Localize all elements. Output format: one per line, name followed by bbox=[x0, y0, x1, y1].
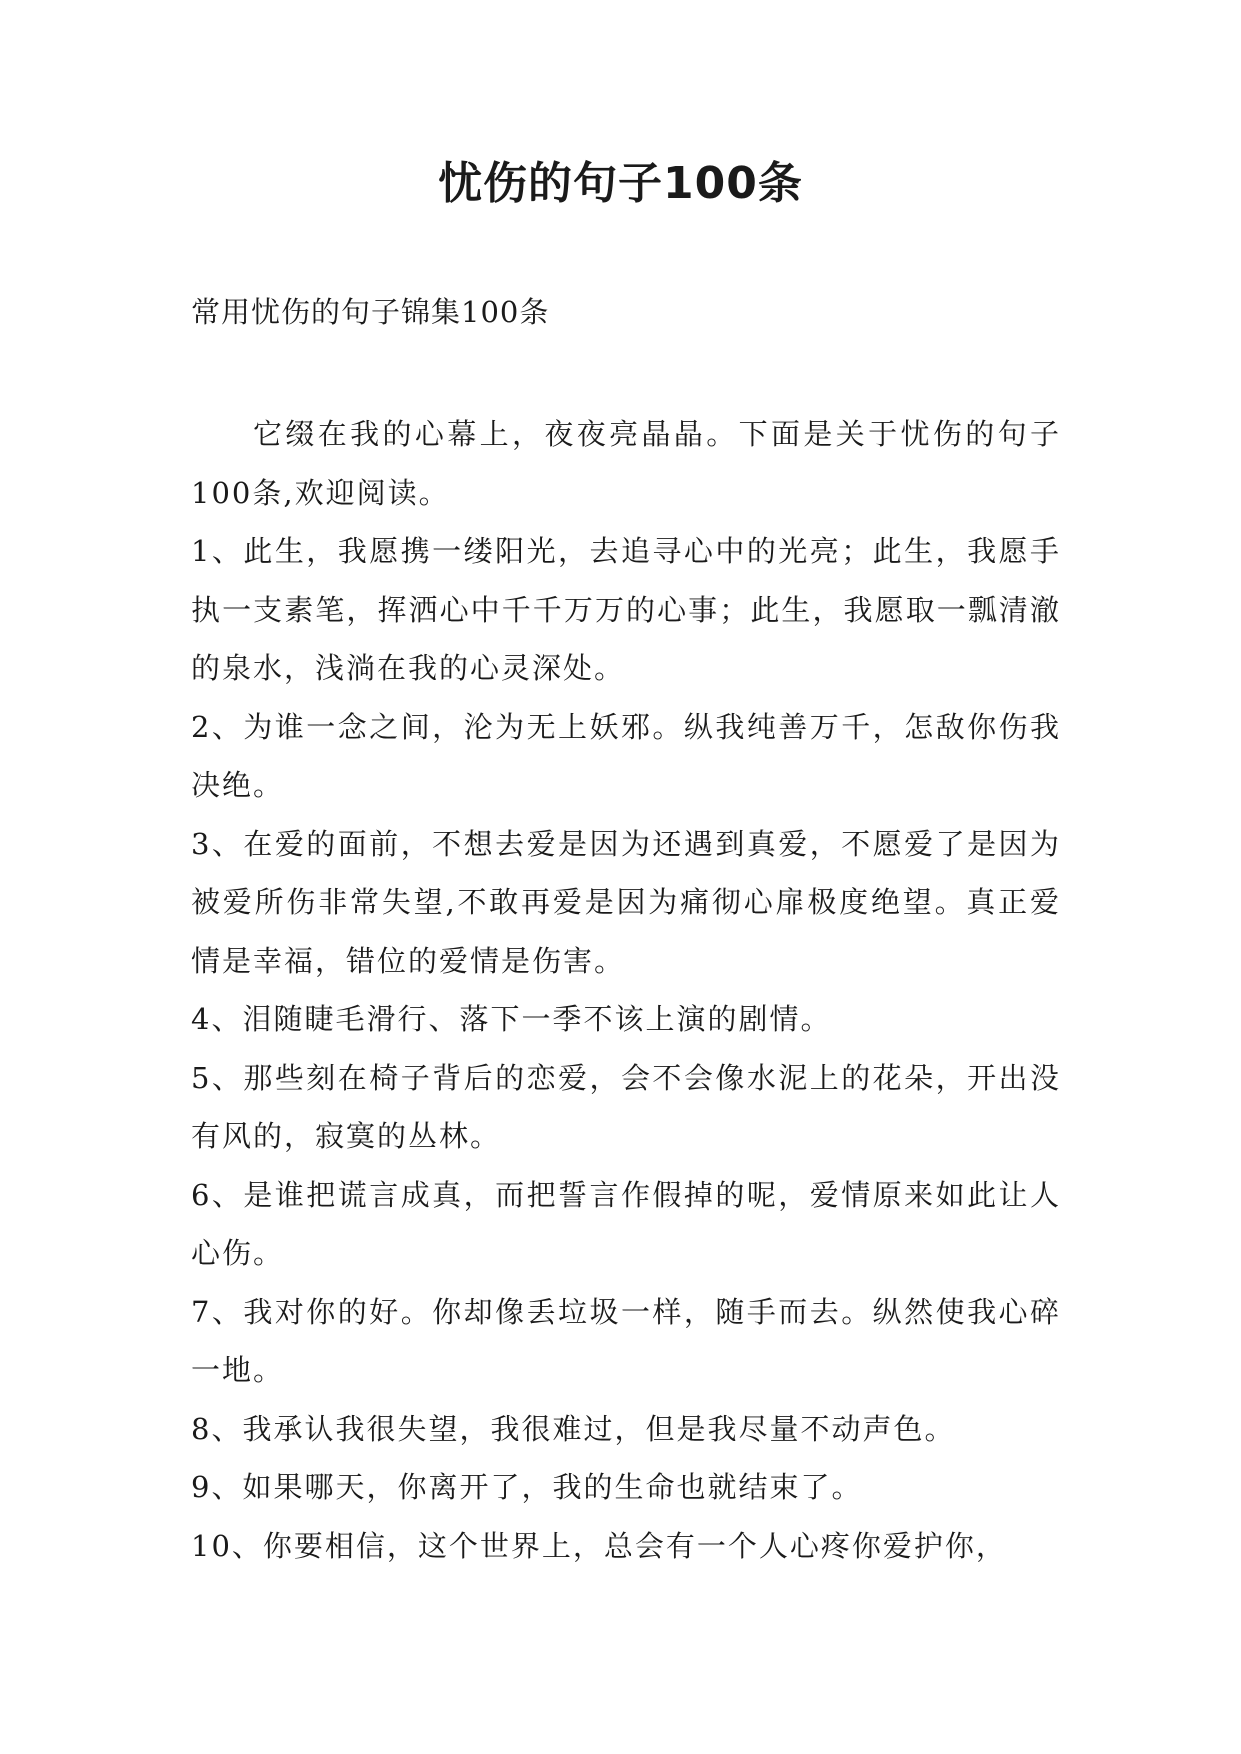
list-item: 1、此生，我愿携一缕阳光，去追寻心中的光亮；此生，我愿手执一支素笔，挥洒心中千千万万的心事；此生，我愿取一瓢清澈的泉水，浅淌在我的心灵深处。 bbox=[191, 534, 1061, 685]
list-item: 9、如果哪天，你离开了，我的生命也就结束了。 bbox=[191, 1470, 863, 1504]
document-subtitle: 常用忧伤的句子锦集100条 bbox=[191, 295, 550, 329]
document-title: 忧伤的句子100条 bbox=[438, 158, 803, 209]
list-item: 2、为谁一念之间，沦为无上妖邪。纵我纯善万千，怎敌你伤我决绝。 bbox=[191, 709, 1061, 802]
list-item: 6、是谁把谎言成真，而把誓言作假掉的呢，爱情原来如此让人心伤。 bbox=[191, 1177, 1061, 1270]
list-item: 7、我对你的好。你却像丢垃圾一样，随手而去。纵然使我心碎一地。 bbox=[191, 1294, 1061, 1387]
list-item: 5、那些刻在椅子背后的恋爱，会不会像水泥上的花朵，开出没有风的，寂寞的丛林。 bbox=[191, 1060, 1061, 1153]
list-item: 3、在爱的面前，不想去爱是因为还遇到真爱，不愿爱了是因为被爱所伤非常失望,不敢再爱是因为痛彻心扉极度绝望。真正爱情是幸福，错位的爱情是伤害。 bbox=[191, 826, 1061, 978]
intro-paragraph: 它缀在我的心幕上，夜夜亮晶晶。下面是关于忧伤的句子100条,欢迎阅读。 bbox=[191, 417, 1061, 510]
list-item: 4、泪随睫毛滑行、落下一季不该上演的剧情。 bbox=[191, 1002, 832, 1036]
list-item: 10、你要相信，这个世界上，总会有一个人心疼你爱护你， bbox=[191, 1528, 1007, 1563]
document-body bbox=[191, 405, 1061, 1575]
list-item: 8、我承认我很失望，我很难过，但是我尽量不动声色。 bbox=[191, 1411, 956, 1446]
